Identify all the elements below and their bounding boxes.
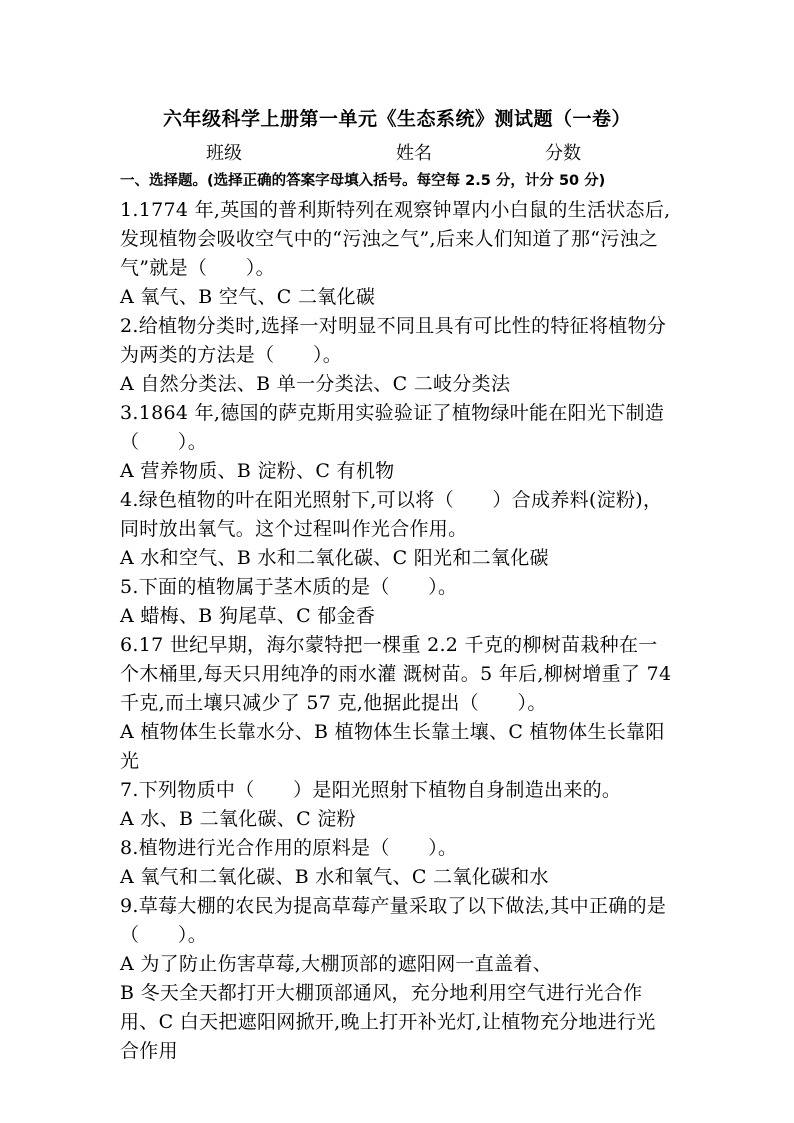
name-label: 姓名 — [396, 143, 432, 164]
question-text: 8.植物进行光合作用的原料是（ ）。 — [120, 837, 458, 859]
question-text: 9.草莓大棚的农民为提高草莓产量采取了以下做法,其中正确的是（ ）。 — [120, 895, 667, 946]
page-title: 六年级科学上册第一单元《生态系统》测试题（一卷） — [162, 108, 631, 130]
question-text: 5.下面的植物属于茎木质的是（ ）。 — [120, 576, 458, 598]
question-text: 3.1864 年,德国的萨克斯用实验验证了植物绿叶能在阳光下制造（ ）。 — [120, 402, 665, 453]
question-options: A 营养物质、B 淀粉、C 有机物 — [120, 460, 395, 482]
question-options: A 自然分类法、B 单一分类法、C 二岐分类法 — [120, 373, 511, 395]
question-3 — [120, 399, 674, 486]
section-heading: 一、选择题。(选择正确的答案字母填入括号。每空每 2.5 分，计分 50 分) — [120, 173, 606, 189]
class-label: 班级 — [206, 143, 242, 164]
question-options-extra: B 冬天全天都打开大棚顶部通风，充分地利用空气进行光合作用、C 白天把遮阳网掀开,晚上打开补光灯,让植物充分地进行光合作用 — [120, 982, 656, 1062]
question-text: 7.下列物质中（ ）是阳光照射下植物自身制造出来的。 — [120, 779, 622, 801]
question-1 — [120, 196, 674, 312]
question-text: 4.绿色植物的叶在阳光照射下,可以将（ ）合成养料(淀粉)，同时放出氧气。这个过程叫作光合作用。 — [120, 489, 663, 540]
question-text: 2.给植物分类时,选择一对明显不同且具有可比性的特征将植物分为两类的方法是（ ）。 — [120, 315, 667, 366]
question-4 — [120, 486, 674, 573]
question-list — [120, 196, 674, 1066]
question-7 — [120, 776, 674, 834]
question-text: 6.17 世纪早期，海尔蒙特把一棵重 2.2 千克的柳树苗栽种在一个木桶里,每天只用纯净的雨水灌 溉树苗。5 年后,柳树增重了 74 千克,而土壤只减少了 57 克,他据此提出（ ）。 — [120, 634, 672, 714]
question-options: A 植物体生长靠水分、B 植物体生长靠土壤、C 植物体生长靠阳光 — [120, 721, 665, 772]
question-options: A 蜡梅、B 狗尾草、C 郁金香 — [120, 605, 376, 627]
question-9 — [120, 892, 674, 1066]
student-info-row — [120, 139, 674, 165]
score-label: 分数 — [545, 143, 581, 164]
question-2 — [120, 312, 674, 399]
question-8 — [120, 834, 674, 892]
question-options: A 水、B 二氧化碳、C 淀粉 — [120, 808, 356, 830]
question-6 — [120, 631, 674, 776]
question-5 — [120, 573, 674, 631]
question-options: A 氧气、B 空气、C 二氧化碳 — [120, 286, 376, 308]
question-options: A 为了防止伤害草莓,大棚顶部的遮阳网一直盖着、 — [120, 953, 553, 975]
question-options: A 氧气和二氧化碳、B 水和氧气、C 二氧化碳和水 — [120, 866, 549, 888]
question-text: 1.1774 年,英国的普利斯特列在观察钟罩内小白鼠的生活状态后,发现植物会吸收空气中的“污浊之气”,后来人们知道了那“污浊之气”就是（ ）。 — [120, 199, 671, 279]
question-options: A 水和空气、B 水和二氧化碳、C 阳光和二氧化碳 — [120, 547, 549, 569]
